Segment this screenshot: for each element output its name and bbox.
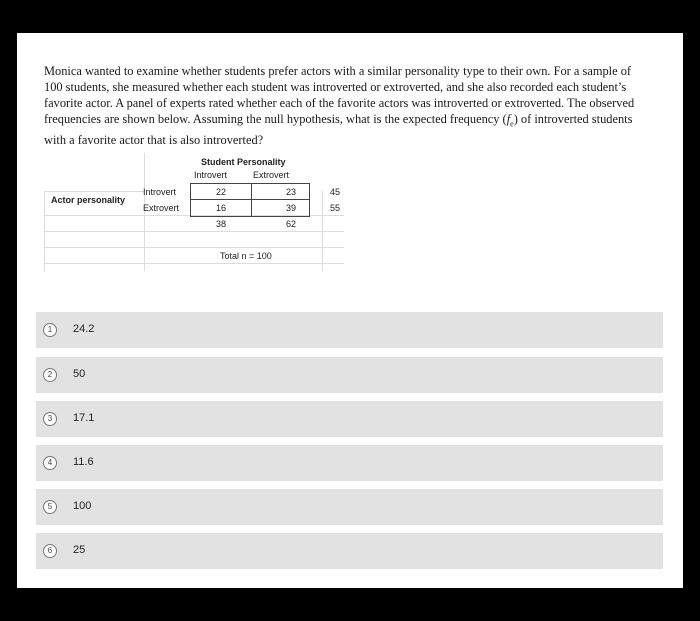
answer-option-2[interactable] [36, 357, 663, 393]
cell-intro-intro: 22 [216, 187, 227, 197]
row-total-introvert: 45 [330, 187, 341, 197]
f-symbol: f [506, 112, 511, 126]
col-header-extrovert: Extrovert [253, 170, 290, 180]
option-number-badge: 5 [43, 500, 57, 514]
question-page [17, 33, 683, 588]
option-number-badge: 1 [43, 323, 57, 337]
option-label: 24.2 [73, 323, 95, 335]
observed-frequency-table [44, 153, 344, 271]
f-subscript: e [510, 119, 514, 129]
row-label-introvert: Introvert [143, 187, 177, 197]
option-number-badge: 2 [43, 368, 57, 382]
option-label: 25 [73, 544, 86, 556]
option-label: 100 [73, 500, 92, 512]
col-total-introvert: 38 [216, 219, 227, 229]
answer-option-4[interactable] [36, 445, 663, 481]
row-total-extrovert: 55 [330, 203, 341, 213]
question-text-before: Monica wanted to examine whether students prefer actors with a similar personality type to their own. For a sample of 100 students, she measured whether each student was introverted or extroverted, and she also recorded each student’s favorite actor. A panel of experts rated whether each of the favorite actors was introverted or extroverted. The observed frequencies are shown below. Assuming the null hypothesis, what is the expected frequency ( [44, 64, 635, 126]
answer-option-6[interactable] [36, 533, 663, 569]
cell-extro-extro: 39 [286, 203, 297, 213]
option-label: 50 [73, 368, 86, 380]
question-text-after: ) of introverted students with a favorite actor that is also introverted? [44, 112, 633, 148]
option-number-badge: 4 [43, 456, 57, 470]
option-label: 17.1 [73, 412, 95, 424]
cell-extro-intro: 16 [216, 203, 227, 213]
col-total-extrovert: 62 [286, 219, 297, 229]
answer-option-5[interactable] [36, 489, 663, 525]
option-number-badge: 3 [43, 412, 57, 426]
col-header-introvert: Introvert [194, 170, 228, 180]
row-label-extrovert: Extrovert [143, 203, 180, 213]
cell-intro-extro: 23 [286, 187, 297, 197]
answer-option-3[interactable] [36, 401, 663, 437]
col-group-header: Student Personality [201, 157, 286, 167]
question-text [44, 63, 652, 148]
row-group-header: Actor personality [51, 195, 126, 205]
option-number-badge: 6 [43, 544, 57, 558]
option-label: 11.6 [73, 456, 94, 468]
grand-total: Total n = 100 [220, 251, 272, 261]
answer-option-1[interactable] [36, 312, 663, 348]
